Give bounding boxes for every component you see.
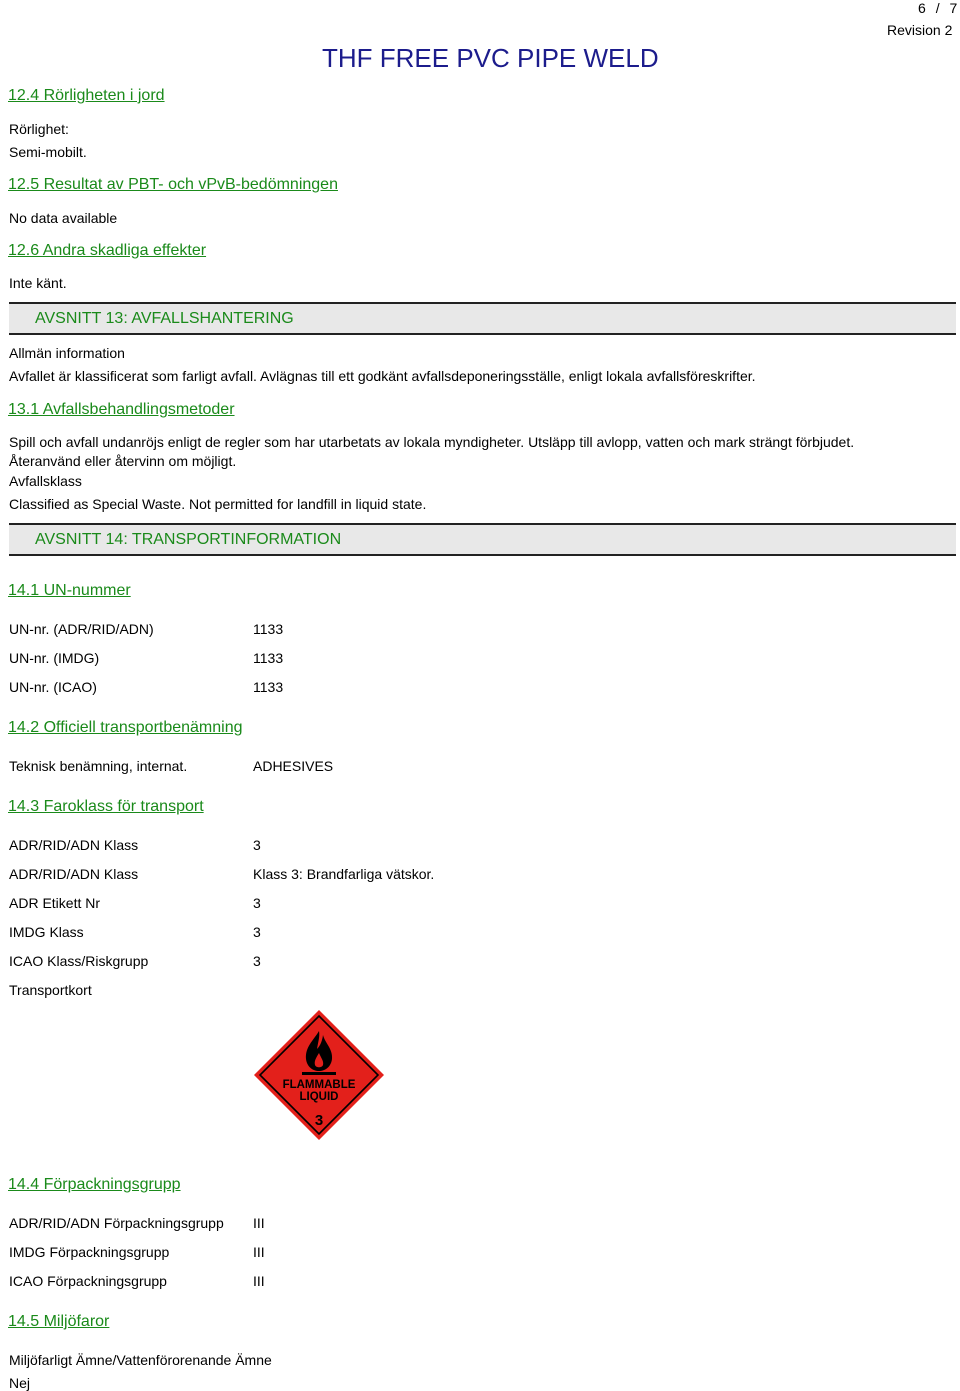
flammable-liquid-diamond-icon [253,1009,385,1141]
pack-row-value: III [253,1215,265,1231]
disposal-line-1: Spill och avfall undanröjs enligt de regler som har utarbetats av lokala myndigheter. Utsläpp till avlopp, vatten och mark strängt förbjudet. [9,434,855,450]
page-current: 6 [918,0,926,16]
env-hazard-label: Miljöfarligt Ämne/Vattenförorenande Ämne [9,1352,272,1368]
shipping-name-label: Teknisk benämning, internat. [9,758,188,774]
shipping-name-value: ADHESIVES [253,758,334,774]
class-row-value: 3 [253,837,261,853]
heading-13-1: 13.1 Avfallsbehandlingsmetoder [8,401,235,418]
un-row-label: UN-nr. (ICAO) [9,679,97,695]
waste-class-label: Avfallsklass [9,473,82,489]
pbt-text: No data available [9,210,118,226]
other-effects-text: Inte känt. [9,275,67,291]
pictogram-line2: LIQUID [299,1091,339,1103]
heading-14-3: 14.3 Faroklass för transport [8,798,204,815]
un-row-value: 1133 [253,621,284,637]
pack-row-label: IMDG Förpackningsgrupp [9,1244,170,1260]
revision-label: Revision 2 [887,22,953,38]
un-row-value: 1133 [253,679,284,695]
section-13-title: AVSNITT 13: AVFALLSHANTERING [35,310,294,327]
pack-row-value: III [253,1244,265,1260]
section-13-bar [9,302,956,335]
heading-12-4: 12.4 Rörligheten i jord [8,87,165,104]
class-row-value: 3 [253,924,261,940]
disposal-line-2: Återanvänd eller återvinn om möjligt. [9,453,237,469]
general-info-text: Avfallet är klassificerat som farligt avfall. Avlägnas till ett godkänt avfallsdeponeringsställe, enligt lokala avfallsföreskrifter. [9,368,756,384]
waste-class-text: Classified as Special Waste. Not permitted for landfill in liquid state. [9,496,427,512]
pictogram-number: 3 [314,1112,324,1129]
class-row-label: ADR/RID/ADN Klass [9,837,139,853]
page-separator: / [935,0,940,16]
mobility-label: Rörlighet: [9,121,69,137]
env-hazard-value: Nej [9,1375,31,1391]
class-row-value: 3 [253,953,261,969]
class-row-label: ADR/RID/ADN Klass [9,866,139,882]
section-14-bar [9,523,956,556]
class-row-value: Klass 3: Brandfarliga vätskor. [253,866,435,882]
pack-row-value: III [253,1273,265,1289]
transport-card-label: Transportkort [9,982,92,998]
un-row-value: 1133 [253,650,284,666]
section-14-title: AVSNITT 14: TRANSPORTINFORMATION [35,531,342,548]
heading-12-6: 12.6 Andra skadliga effekter [8,242,207,259]
class-row-label: IMDG Klass [9,924,84,940]
heading-14-4: 14.4 Förpackningsgrupp [8,1176,181,1193]
heading-14-5: 14.5 Miljöfaror [8,1313,110,1330]
class-row-label: ADR Etikett Nr [9,895,101,911]
un-row-label: UN-nr. (ADR/RID/ADN) [9,621,154,637]
class-row-value: 3 [253,895,261,911]
class-row-label: ICAO Klass/Riskgrupp [9,953,149,969]
un-row-label: UN-nr. (IMDG) [9,650,100,666]
pack-row-label: ICAO Förpackningsgrupp [9,1273,167,1289]
heading-14-1: 14.1 UN-nummer [8,582,131,599]
page-total: 7 [949,0,958,16]
pictogram-line1: FLAMMABLE [282,1079,356,1091]
page-number [918,0,957,16]
mobility-value: Semi-mobilt. [9,144,87,160]
heading-14-2: 14.2 Officiell transportbenämning [8,719,243,736]
general-info-label: Allmän information [9,345,125,361]
pack-row-label: ADR/RID/ADN Förpackningsgrupp [9,1215,224,1231]
document-title: THF FREE PVC PIPE WELD [322,43,659,73]
heading-12-5: 12.5 Resultat av PBT- och vPvB-bedömningen [8,176,338,193]
